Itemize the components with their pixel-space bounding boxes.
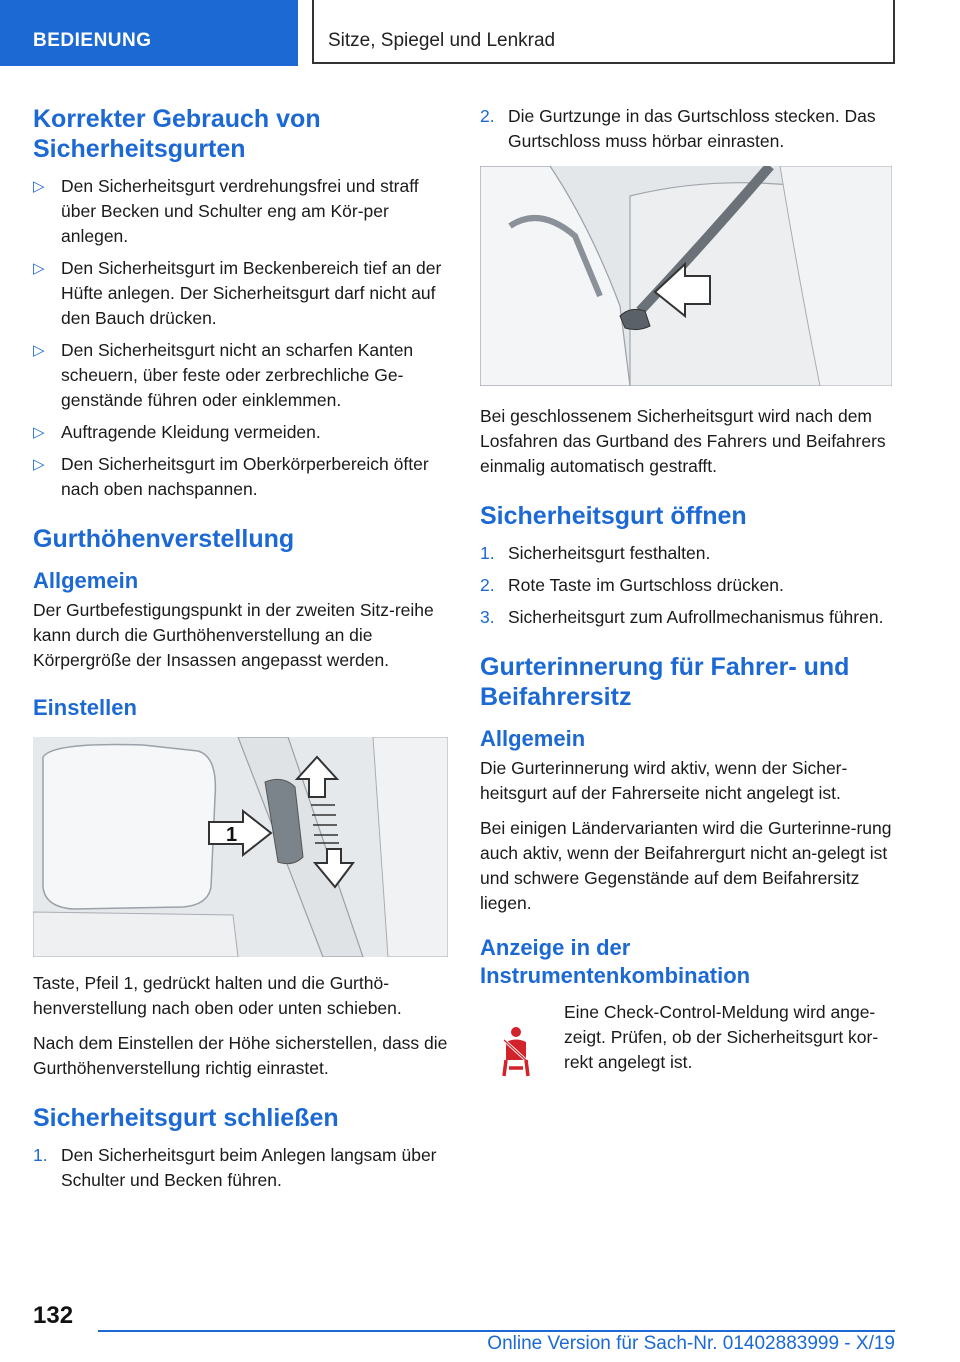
right-column: [480, 104, 892, 1078]
heading-oeffnen: Sicherheitsgurt öffnen: [480, 502, 747, 530]
page-number: 132: [33, 1302, 74, 1329]
heading-korrekter-gebrauch: Korrekter Gebrauch von Sicherheitsgurten: [33, 105, 321, 163]
paragraph-gurterinnerung-2: Bei einigen Ländervarianten wird die Gurterinne-rung auch aktiv, wenn der Beifahrergurt nicht an-gelegt ist und schwere Gegenstände auf dem Beifahrersitz liegen.: [480, 818, 892, 913]
list-item: [33, 1143, 448, 1193]
triangle-right-icon: ▷: [33, 456, 45, 473]
step-text: Sicherheitsgurt festhalten.: [508, 543, 711, 563]
steps-schliessen: [33, 1143, 448, 1193]
figure-label-1: 1: [226, 824, 238, 846]
belt-height-adjuster-illustration: [33, 737, 448, 957]
heading-schliessen: Sicherheitsgurt schließen: [33, 1104, 339, 1132]
triangle-right-icon: ▷: [33, 342, 45, 359]
heading-allgemein: Allgemein: [480, 726, 586, 751]
triangle-right-icon: ▷: [33, 260, 45, 277]
seatbelt-warning-icon: [498, 1026, 534, 1078]
triangle-right-icon: ▷: [33, 178, 45, 195]
list-item-text: Den Sicherheitsgurt im Oberkörperbereich öfter nach oben nachspannen.: [61, 454, 429, 499]
step-text: Den Sicherheitsgurt beim Anlegen langsam über Schulter und Becken führen.: [61, 1145, 437, 1190]
paragraph-taste: Taste, Pfeil 1, gedrückt halten und die Gurthö-henverstellung nach oben oder unten schieben.: [33, 973, 402, 1018]
list-item: [33, 338, 448, 413]
list-item: [33, 452, 448, 502]
header-section: BEDIENUNG: [0, 0, 298, 66]
bullet-list: [33, 174, 448, 502]
paragraph-geschlossen: Bei geschlossenem Sicherheitsgurt wird nach dem Losfahren das Gurtband des Fahrers und Beifahrers einmalig automatisch gestrafft.: [480, 406, 886, 476]
step-text: Die Gurtzunge in das Gurtschloss stecken. Das Gurtschloss muss hörbar einrasten.: [508, 106, 876, 151]
list-item-text: Auftragende Kleidung vermeiden.: [61, 422, 321, 442]
paragraph-gurterinnerung-1: Die Gurterinnerung wird aktiv, wenn der Sicher-heitsgurt auf der Fahrerseite nicht angelegt ist.: [480, 758, 848, 803]
list-item: [480, 605, 892, 630]
list-item-text: Den Sicherheitsgurt nicht an scharfen Kanten scheuern, über feste oder zerbrechliche Ge-genstände führen oder einklemmen.: [61, 340, 414, 410]
list-item-text: Den Sicherheitsgurt verdrehungsfrei und straff über Becken und Schulter eng am Kör-per anlegen.: [61, 176, 419, 246]
step-text: Sicherheitsgurt zum Aufrollmechanismus führen.: [508, 607, 884, 627]
steps-oeffnen: [480, 541, 892, 630]
heading-einstellen: Einstellen: [33, 695, 137, 720]
list-item: [480, 104, 892, 154]
step-number: 1.: [480, 543, 495, 563]
heading-gurthoehenverstellung: Gurthöhenverstellung: [33, 525, 295, 553]
triangle-right-icon: ▷: [33, 424, 45, 441]
footer-rule: [98, 1330, 895, 1332]
header-title: Sitze, Spiegel und Lenkrad: [312, 0, 895, 64]
step-number: 3.: [480, 607, 495, 627]
buckle-illustration: [480, 166, 892, 386]
heading-allgemein: Allgemein: [33, 568, 139, 593]
steps-schliessen-continued: [480, 104, 892, 154]
paragraph-anzeige: Eine Check-Control-Meldung wird ange-zeigt. Prüfen, ob der Sicherheitsgurt kor-rekt angelegt ist.: [564, 1002, 879, 1072]
paragraph-allgemein: Der Gurtbefestigungspunkt in der zweiten Sitz-reihe kann durch die Gurthöhenverstellung an die Körpergröße der Insassen angepasst werden.: [33, 600, 434, 670]
step-text: Rote Taste im Gurtschloss drücken.: [508, 575, 784, 595]
heading-anzeige: Anzeige in der Instrumentenkombination: [480, 935, 751, 988]
list-item: [33, 420, 448, 445]
warning-block: [480, 994, 892, 1078]
list-item: [33, 174, 448, 249]
footer-text: Online Version für Sach-Nr. 01402883999 - X/19: [487, 1333, 895, 1354]
paragraph-nach-dem-einstellen: Nach dem Einstellen der Höhe sicherstellen, dass die Gurthöhenverstellung richtig einrastet.: [33, 1033, 448, 1078]
left-column: [33, 104, 448, 1200]
list-item: [480, 541, 892, 566]
heading-gurterinnerung: Gurterinnerung für Fahrer- und Beifahrersitz: [480, 653, 850, 711]
list-item: [480, 573, 892, 598]
step-number: 2.: [480, 106, 495, 126]
buckle-drawing: [480, 166, 892, 386]
belt-height-adjuster-drawing: [33, 737, 448, 957]
list-item-text: Den Sicherheitsgurt im Beckenbereich tief an der Hüfte anlegen. Der Sicherheitsgurt darf nicht auf den Bauch drücken.: [61, 258, 442, 328]
list-item: [33, 256, 448, 331]
step-number: 1.: [33, 1145, 48, 1165]
step-number: 2.: [480, 575, 495, 595]
